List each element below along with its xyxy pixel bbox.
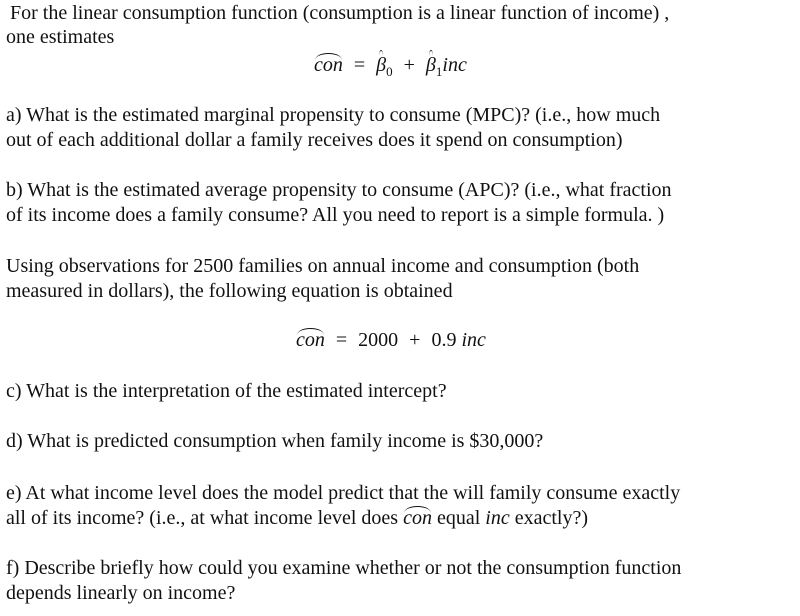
plus-sign: + bbox=[409, 329, 421, 351]
intercept-value: 2000 bbox=[358, 329, 399, 351]
question-d-line-1: d) What is predicted consumption when family income is $30,000? bbox=[6, 430, 544, 452]
question-b-line-2: of its income does a family consume? All you need to report is a simple formula. ) bbox=[6, 204, 665, 226]
inc-variable: inc bbox=[485, 507, 510, 529]
intro-line-2: one estimates bbox=[6, 26, 115, 48]
inc-variable: inc bbox=[461, 329, 486, 351]
question-e-text-mid: equal bbox=[436, 507, 481, 529]
question-b-line-1: b) What is the estimated average propensity to consume (APC)? (i.e., what fraction bbox=[6, 179, 672, 201]
beta0-hat-symbol: β bbox=[376, 54, 387, 76]
beta1-hat-symbol: β bbox=[425, 54, 436, 76]
question-f-line-1: f) Describe briefly how could you examine whether or not the consumption function bbox=[6, 557, 682, 579]
question-a-line-2: out of each additional dollar a family receives does it spend on consumption) bbox=[6, 129, 623, 151]
question-a-line-1: a) What is the estimated marginal propensity to consume (MPC)? (i.e., how much bbox=[6, 104, 661, 126]
beta1-subscript: 1 bbox=[435, 64, 443, 79]
con-hat-symbol: con bbox=[403, 507, 432, 529]
question-e-text-start: all of its income? (i.e., at what income level does bbox=[6, 507, 399, 529]
question-e-text-end: exactly?) bbox=[514, 507, 589, 529]
question-c-line-1: c) What is the interpretation of the estimated intercept? bbox=[6, 380, 447, 402]
inc-variable: inc bbox=[442, 54, 467, 76]
intro-line-1: For the linear consumption function (consumption is a linear function of income) , bbox=[10, 2, 670, 24]
slope-value: 0.9 bbox=[431, 329, 457, 351]
document-page bbox=[6, 0, 794, 616]
plus-sign: + bbox=[403, 54, 415, 76]
fitted-equation bbox=[296, 327, 486, 353]
con-hat-symbol: con bbox=[296, 329, 325, 351]
beta0-subscript: 0 bbox=[386, 64, 393, 79]
data-description-line-1: Using observations for 2500 families on annual income and consumption (both bbox=[6, 255, 640, 277]
data-description-line-2: measured in dollars), the following equation is obtained bbox=[6, 280, 453, 302]
estimated-equation bbox=[314, 52, 467, 80]
question-e-line-2 bbox=[6, 505, 588, 531]
con-hat-symbol: con bbox=[314, 54, 343, 76]
question-f-line-2: depends linearly on income? bbox=[6, 582, 236, 604]
question-e-line-1: e) At what income level does the model predict that the will family consume exactly bbox=[6, 482, 681, 504]
equals-sign: = bbox=[335, 329, 348, 351]
equals-sign: = bbox=[353, 54, 366, 76]
